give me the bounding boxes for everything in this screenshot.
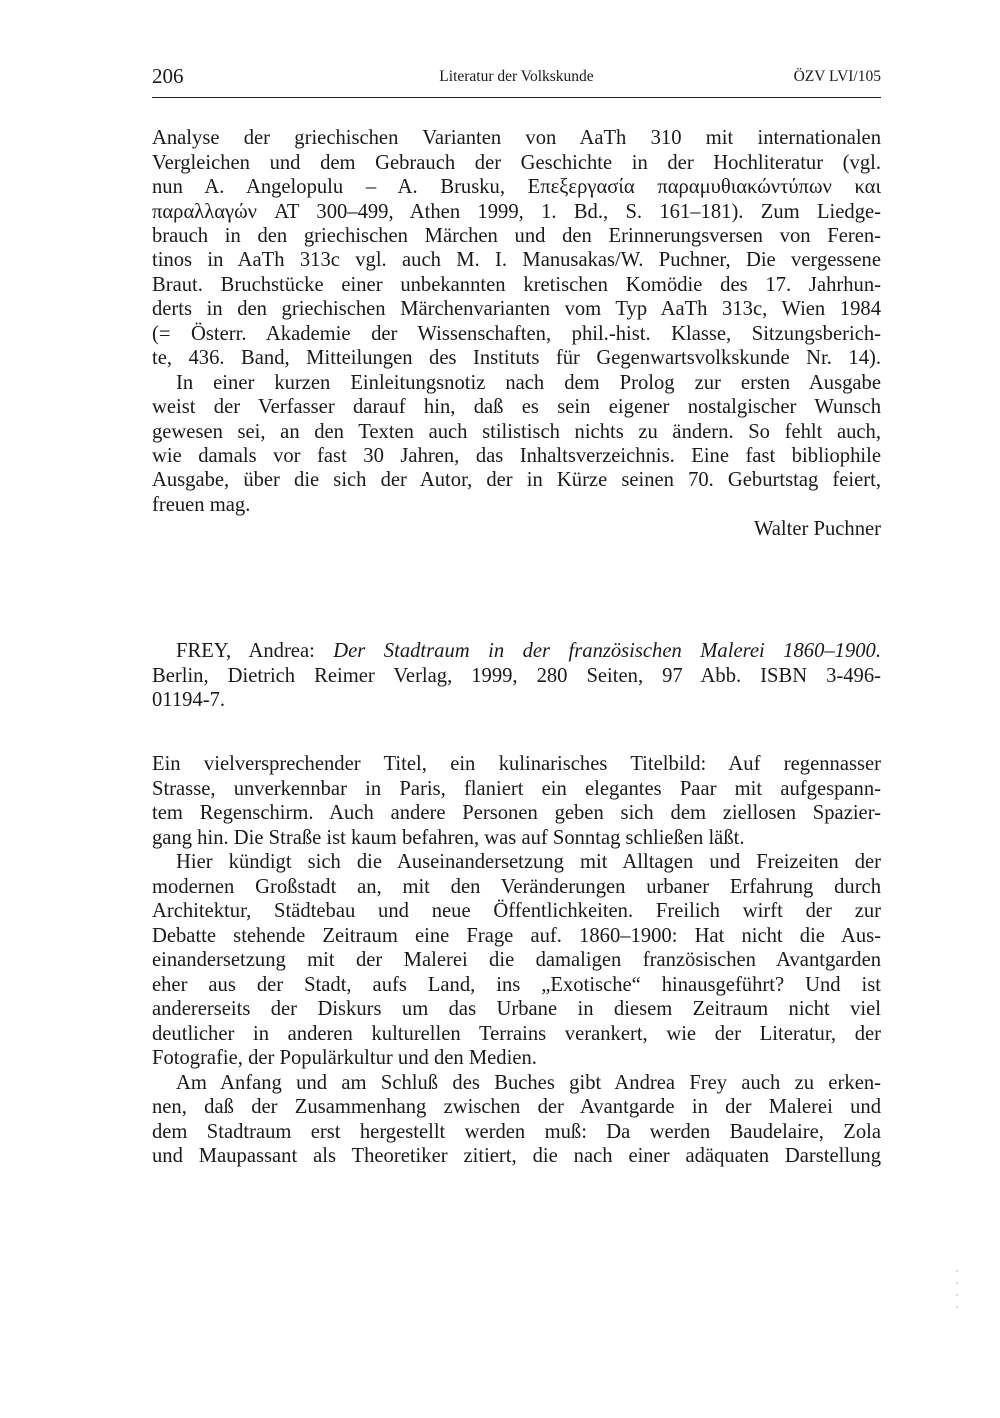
- text-line: einandersetzung mit der Malerei die damaligen französischen Avantgarden: [152, 949, 881, 971]
- text-line: te, 436. Band, Mitteilungen des Instituts für Gegenwartsvolkskunde Nr. 14).: [152, 347, 881, 369]
- text-line: modernen Großstadt an, mit den Veränderungen urbaner Erfahrung durch: [152, 876, 881, 898]
- text-line: Architektur, Städtebau und neue Öffentlichkeiten. Freilich wirft der zur: [152, 900, 881, 922]
- text-line: eher aus der Stadt, aufs Land, ins „Exotische“ hinausgeführt? Und ist: [152, 974, 881, 996]
- text-line: Strasse, unverkennbar in Paris, flaniert ein elegantes Paar mit aufgespann-: [152, 778, 881, 800]
- text-line: deutlicher in anderen kulturellen Terrains verankert, wie der Literatur, der: [152, 1023, 881, 1045]
- header-rule: [152, 97, 881, 98]
- text-line: dem Stadtraum erst hergestellt werden muß: Da werden Baudelaire, Zola: [152, 1121, 881, 1143]
- text-line: Braut. Bruchstücke einer unbekannten kretischen Komödie des 17. Jahrhun-: [152, 274, 881, 296]
- text-line: wie damals vor fast 30 Jahren, das Inhaltsverzeichnis. Eine fast bibliophile: [152, 445, 881, 467]
- text-line: Ausgabe, über die sich der Autor, der in Kürze seinen 70. Geburtstag feiert,: [152, 469, 881, 491]
- text-line: andererseits der Diskurs um das Urbane in diesem Zeitraum nicht viel: [152, 998, 881, 1020]
- text-line: In einer kurzen Einleitungsnotiz nach dem Prolog zur ersten Ausgabe: [176, 372, 881, 394]
- journal-reference: ÖZV LVI/105: [793, 68, 881, 85]
- text-line: Am Anfang und am Schluß des Buches gibt Andrea Frey auch zu erken-: [176, 1072, 881, 1094]
- running-header: [152, 64, 881, 94]
- text-line: derts in den griechischen Märchenvarianten vom Typ AaTh 313c, Wien 1984: [152, 298, 881, 320]
- review-author-signature: Walter Puchner: [753, 518, 881, 540]
- text-line: Fotografie, der Populärkultur und den Medien.: [152, 1047, 537, 1069]
- citation-author: FREY, Andrea:: [176, 640, 334, 662]
- text-line: tem Regenschirm. Auch andere Personen geben sich dem ziellosen Spazier-: [152, 802, 881, 824]
- text-line: brauch in den griechischen Märchen und den Erinnerungsversen von Feren-: [152, 225, 881, 247]
- citation-title: Der Stadtraum in der französischen Malerei 1860–1900.: [333, 640, 882, 662]
- text-line: nen, daß der Zusammenhang zwischen der Avantgarde in der Malerei und: [152, 1096, 881, 1118]
- text-line: Debatte stehende Zeitraum eine Frage auf. 1860–1900: Hat nicht die Aus-: [152, 925, 881, 947]
- text-line: tinos in AaTh 313c vgl. auch M. I. Manusakas/W. Puchner, Die vergessene: [152, 249, 881, 271]
- citation-line: [152, 639, 881, 663]
- text-line: weist der Verfasser darauf hin, daß es sein eigener nostalgischer Wunsch: [152, 396, 881, 418]
- text-line: Vergleichen und dem Gebrauch der Geschichte in der Hochliteratur (vgl.: [152, 152, 881, 174]
- citation-line: Berlin, Dietrich Reimer Verlag, 1999, 280 Seiten, 97 Abb. ISBN 3-496-: [152, 665, 881, 687]
- text-line: Hier kündigt sich die Auseinandersetzung mit Alltagen und Freizeiten der: [176, 851, 881, 873]
- text-line: und Maupassant als Theoretiker zitiert, die nach einer adäquaten Darstellung: [152, 1145, 881, 1167]
- text-line: gewesen sei, an den Texten auch stilistisch nichts zu ändern. So fehlt auch,: [152, 421, 881, 443]
- text-line: Analyse der griechischen Varianten von AaTh 310 mit internationalen: [152, 127, 881, 149]
- text-line: freuen mag.: [152, 494, 251, 516]
- text-line: Ein vielversprechender Titel, ein kulinarisches Titelbild: Auf regennasser: [152, 753, 881, 775]
- text-line: παραλλαγών AT 300–499, Athen 1999, 1. Bd., S. 161–181). Zum Liedge-: [152, 201, 881, 223]
- text-line: (= Österr. Akademie der Wissenschaften, phil.-hist. Klasse, Sitzungsberich-: [152, 323, 881, 345]
- page-number: 206: [152, 64, 184, 88]
- scan-artifact-dots: [956, 1270, 960, 1330]
- text-line: gang hin. Die Straße ist kaum befahren, was auf Sonntag schließen läßt.: [152, 827, 745, 849]
- text-line: nun A. Angelopulu – A. Brusku, Επεξεργασία παραμυθιακώντύπων και: [152, 176, 881, 198]
- citation-line: 01194-7.: [152, 689, 226, 711]
- running-title: Literatur der Volkskunde: [439, 68, 594, 85]
